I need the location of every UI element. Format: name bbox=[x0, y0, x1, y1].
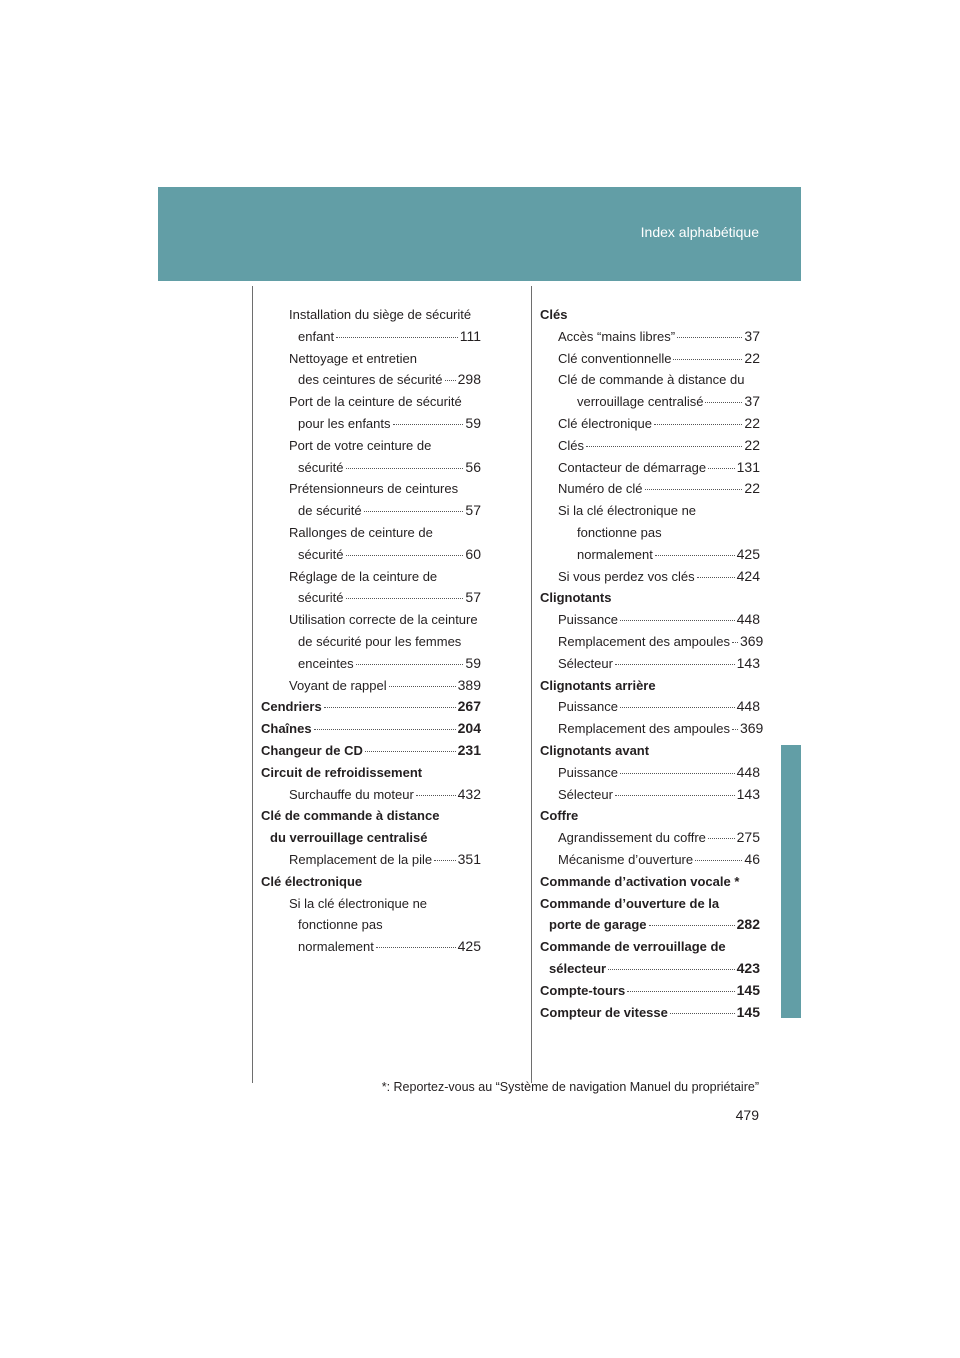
index-entry bbox=[261, 653, 481, 675]
dot-leader bbox=[620, 773, 735, 774]
entry-page-ref: 59 bbox=[465, 414, 481, 431]
entry-text: de sécurité pour les femmes bbox=[298, 633, 462, 649]
center-rule bbox=[531, 286, 532, 1083]
entry-page-ref: 204 bbox=[457, 720, 481, 737]
entry-page-ref: 22 bbox=[744, 349, 760, 366]
index-entry bbox=[540, 500, 760, 522]
entry-page-ref: 37 bbox=[744, 393, 760, 410]
entry-page-ref: 145 bbox=[736, 981, 760, 998]
index-entry bbox=[261, 348, 481, 370]
dot-leader bbox=[732, 642, 738, 643]
index-entry bbox=[261, 478, 481, 500]
entry-text: Changeur de CD bbox=[261, 742, 363, 758]
entry-page-ref: 231 bbox=[457, 741, 481, 758]
index-entry bbox=[540, 435, 760, 457]
entry-page-ref: 432 bbox=[457, 785, 481, 802]
left-rule bbox=[252, 286, 253, 1083]
entry-text: Sélecteur bbox=[558, 786, 613, 802]
index-entry bbox=[261, 369, 481, 391]
entry-text: Utilisation correcte de la ceinture bbox=[289, 612, 478, 628]
index-entry bbox=[261, 914, 481, 936]
index-entry bbox=[261, 435, 481, 457]
entry-text: pour les enfants bbox=[298, 415, 391, 431]
index-entry bbox=[540, 457, 760, 479]
index-entry bbox=[540, 675, 760, 697]
entry-text: Clignotants avant bbox=[540, 742, 650, 758]
entry-text: Clé de commande à distance du bbox=[558, 372, 745, 388]
dot-leader bbox=[708, 838, 735, 839]
dot-leader bbox=[346, 598, 464, 599]
index-entry bbox=[261, 544, 481, 566]
index-entry bbox=[261, 326, 481, 348]
index-entry bbox=[540, 893, 760, 915]
entry-text: Agrandissement du coffre bbox=[558, 830, 706, 846]
index-entry bbox=[261, 893, 481, 915]
index-entry bbox=[540, 827, 760, 849]
entry-text: Remplacement des ampoules bbox=[558, 721, 730, 737]
dot-leader bbox=[608, 969, 735, 970]
dot-leader bbox=[673, 359, 742, 360]
dot-leader bbox=[615, 664, 735, 665]
index-entry bbox=[261, 413, 481, 435]
index-column-left bbox=[261, 304, 481, 958]
entry-page-ref: 351 bbox=[457, 850, 481, 867]
index-entry bbox=[540, 304, 760, 326]
entry-text: Installation du siège de sécurité bbox=[289, 307, 472, 322]
index-entry bbox=[261, 740, 481, 762]
entry-page-ref: 425 bbox=[457, 938, 481, 955]
dot-leader bbox=[356, 664, 464, 665]
entry-text: fonctionne pas bbox=[298, 917, 383, 933]
entry-text: Voyant de rappel bbox=[289, 677, 387, 693]
index-entry bbox=[261, 871, 481, 893]
entry-text: Réglage de la ceinture de bbox=[289, 568, 438, 584]
index-entry bbox=[540, 566, 760, 588]
entry-text: Remplacement de la pile bbox=[289, 851, 433, 867]
entry-text: Si la clé électronique ne bbox=[558, 503, 697, 519]
dot-leader bbox=[649, 925, 735, 926]
dot-leader bbox=[364, 511, 464, 512]
dot-leader bbox=[670, 1013, 735, 1014]
index-entry bbox=[261, 587, 481, 609]
dot-leader bbox=[336, 337, 458, 338]
index-entry bbox=[261, 762, 481, 784]
entry-text: Commande d’activation vocale * bbox=[540, 873, 740, 889]
entry-text: enceintes bbox=[298, 655, 354, 671]
entry-page-ref: 369 bbox=[739, 632, 764, 649]
entry-text: Clé électronique bbox=[261, 873, 363, 889]
entry-text: sécurité bbox=[298, 546, 344, 562]
entry-page-ref: 46 bbox=[744, 850, 760, 867]
entry-text: Clé électronique bbox=[558, 415, 652, 431]
index-entry bbox=[540, 914, 760, 936]
entry-text: Compteur de vitesse bbox=[540, 1004, 668, 1020]
entry-text: Port de votre ceinture de bbox=[289, 437, 432, 453]
entry-text: Puissance bbox=[558, 764, 618, 780]
entry-text: Remplacement des ampoules bbox=[558, 633, 730, 649]
index-entry bbox=[261, 457, 481, 479]
entry-page-ref: 57 bbox=[465, 502, 481, 519]
index-entry bbox=[261, 805, 481, 827]
entry-text: Cendriers bbox=[261, 699, 322, 715]
entry-text: Compte-tours bbox=[540, 982, 626, 998]
entry-page-ref: 275 bbox=[736, 829, 760, 846]
dot-leader bbox=[627, 991, 734, 992]
entry-page-ref: 448 bbox=[736, 611, 760, 628]
index-entry bbox=[540, 522, 760, 544]
index-entry bbox=[261, 609, 481, 631]
index-entry bbox=[261, 304, 481, 326]
dot-leader bbox=[389, 686, 456, 687]
entry-page-ref: 298 bbox=[457, 371, 481, 388]
entry-text: Surchauffe du moteur bbox=[289, 786, 414, 802]
entry-page-ref: 448 bbox=[736, 763, 760, 780]
dot-leader bbox=[655, 555, 735, 556]
entry-text: normalement bbox=[577, 546, 653, 562]
entry-text: des ceintures de sécurité bbox=[298, 372, 443, 388]
index-entry bbox=[540, 369, 760, 391]
dot-leader bbox=[654, 424, 742, 425]
entry-text: du verrouillage centralisé bbox=[270, 830, 428, 846]
dot-leader bbox=[620, 620, 735, 621]
entry-text: porte de garage bbox=[549, 917, 647, 933]
dot-leader bbox=[615, 795, 735, 796]
entry-page-ref: 143 bbox=[736, 785, 760, 802]
entry-page-ref: 37 bbox=[744, 327, 760, 344]
entry-text: fonctionne pas bbox=[577, 524, 662, 540]
entry-text: Chaînes bbox=[261, 721, 312, 737]
entry-text: Circuit de refroidissement bbox=[261, 764, 423, 780]
dot-leader bbox=[645, 489, 743, 490]
entry-page-ref: 60 bbox=[465, 545, 481, 562]
entry-text: Clés bbox=[558, 437, 585, 453]
dot-leader bbox=[697, 577, 735, 578]
dot-leader bbox=[708, 468, 734, 469]
entry-text: Si vous perdez vos clés bbox=[558, 568, 695, 584]
page-number: 479 bbox=[735, 1107, 759, 1123]
entry-text: Clés bbox=[540, 307, 568, 322]
index-entry bbox=[540, 478, 760, 500]
entry-text: Rallonges de ceinture de bbox=[289, 524, 433, 540]
dot-leader bbox=[346, 555, 464, 556]
entry-text: Mécanisme d’ouverture bbox=[558, 851, 694, 867]
dot-leader bbox=[705, 402, 742, 403]
index-entry bbox=[540, 544, 760, 566]
entry-page-ref: 267 bbox=[457, 698, 481, 715]
dot-leader bbox=[324, 707, 456, 708]
dot-leader bbox=[677, 337, 742, 338]
index-side-tab bbox=[781, 745, 801, 1018]
index-entry bbox=[540, 936, 760, 958]
index-entry bbox=[261, 391, 481, 413]
entry-text: Prétensionneurs de ceintures bbox=[289, 481, 459, 497]
index-entry bbox=[540, 784, 760, 806]
index-entry bbox=[540, 980, 760, 1002]
entry-page-ref: 143 bbox=[736, 654, 760, 671]
entry-text: Clignotants arrière bbox=[540, 677, 656, 693]
index-entry bbox=[261, 522, 481, 544]
entry-text: Commande de verrouillage de bbox=[540, 939, 726, 955]
index-entry bbox=[261, 827, 481, 849]
index-entry bbox=[540, 653, 760, 675]
index-entry bbox=[540, 1002, 760, 1024]
dot-leader bbox=[434, 860, 456, 861]
entry-text: Port de la ceinture de sécurité bbox=[289, 394, 462, 410]
entry-page-ref: 424 bbox=[736, 567, 760, 584]
index-column-right bbox=[540, 304, 764, 1023]
entry-page-ref: 145 bbox=[736, 1003, 760, 1020]
index-entry bbox=[540, 348, 760, 370]
entry-page-ref: 22 bbox=[744, 414, 760, 431]
dot-leader bbox=[393, 424, 464, 425]
entry-text: Puissance bbox=[558, 699, 618, 715]
entry-text: Coffre bbox=[540, 808, 579, 824]
dot-leader bbox=[365, 751, 456, 752]
index-entry bbox=[261, 849, 481, 871]
entry-text: sécurité bbox=[298, 459, 344, 475]
index-entry bbox=[540, 849, 760, 871]
dot-leader bbox=[586, 446, 742, 447]
section-title: Index alphabétique bbox=[640, 224, 759, 240]
entry-text: Commande d’ouverture de la bbox=[540, 895, 720, 911]
entry-text: Clé conventionnelle bbox=[558, 350, 672, 366]
entry-page-ref: 282 bbox=[736, 916, 760, 933]
index-entry bbox=[540, 696, 760, 718]
dot-leader bbox=[445, 380, 456, 381]
index-entry bbox=[540, 762, 760, 784]
entry-text: Sélecteur bbox=[558, 655, 613, 671]
dot-leader bbox=[620, 707, 735, 708]
entry-text: verrouillage centralisé bbox=[577, 394, 704, 410]
entry-text: Puissance bbox=[558, 612, 618, 628]
entry-text: Clignotants bbox=[540, 590, 612, 606]
index-entry bbox=[261, 675, 481, 697]
index-entry bbox=[261, 936, 481, 958]
entry-text: Contacteur de démarrage bbox=[558, 459, 707, 475]
index-entry bbox=[540, 718, 764, 740]
entry-text: Si la clé électronique ne bbox=[289, 895, 428, 911]
index-entry bbox=[540, 326, 760, 348]
entry-page-ref: 22 bbox=[744, 480, 760, 497]
dot-leader bbox=[314, 729, 456, 730]
entry-text: normalement bbox=[298, 939, 374, 955]
entry-page-ref: 423 bbox=[736, 959, 760, 976]
entry-page-ref: 131 bbox=[736, 458, 760, 475]
dot-leader bbox=[346, 468, 464, 469]
dot-leader bbox=[416, 795, 456, 796]
entry-page-ref: 56 bbox=[465, 458, 481, 475]
index-entry bbox=[540, 871, 760, 893]
index-entry bbox=[540, 391, 760, 413]
entry-page-ref: 369 bbox=[739, 720, 764, 737]
entry-text: sécurité bbox=[298, 590, 344, 606]
index-entry bbox=[540, 587, 760, 609]
entry-text: de sécurité bbox=[298, 503, 362, 519]
index-entry bbox=[261, 696, 481, 718]
index-entry bbox=[261, 784, 481, 806]
index-entry bbox=[261, 566, 481, 588]
entry-page-ref: 425 bbox=[736, 545, 760, 562]
header-band bbox=[158, 187, 801, 281]
index-entry bbox=[540, 631, 764, 653]
entry-page-ref: 22 bbox=[744, 436, 760, 453]
index-entry bbox=[540, 740, 760, 762]
entry-text: sélecteur bbox=[549, 960, 607, 976]
entry-text: Clé de commande à distance bbox=[261, 808, 440, 824]
index-entry bbox=[540, 413, 760, 435]
entry-page-ref: 448 bbox=[736, 698, 760, 715]
entry-text: enfant bbox=[298, 328, 335, 344]
entry-page-ref: 57 bbox=[465, 589, 481, 606]
index-entry bbox=[540, 609, 760, 631]
entry-page-ref: 59 bbox=[465, 654, 481, 671]
index-entry bbox=[540, 958, 760, 980]
index-entry bbox=[261, 718, 481, 740]
entry-page-ref: 111 bbox=[459, 327, 481, 344]
dot-leader bbox=[695, 860, 742, 861]
index-entry bbox=[261, 631, 481, 653]
dot-leader bbox=[376, 947, 456, 948]
footnote: *: Reportez-vous au “Système de navigation Manuel du propriétaire” bbox=[381, 1080, 759, 1094]
index-entry bbox=[540, 805, 760, 827]
index-entry bbox=[261, 500, 481, 522]
entry-text: Accès “mains libres” bbox=[558, 328, 676, 344]
entry-text: Nettoyage et entretien bbox=[289, 350, 417, 366]
entry-page-ref: 389 bbox=[457, 676, 481, 693]
dot-leader bbox=[732, 729, 738, 730]
entry-text: Numéro de clé bbox=[558, 481, 643, 497]
